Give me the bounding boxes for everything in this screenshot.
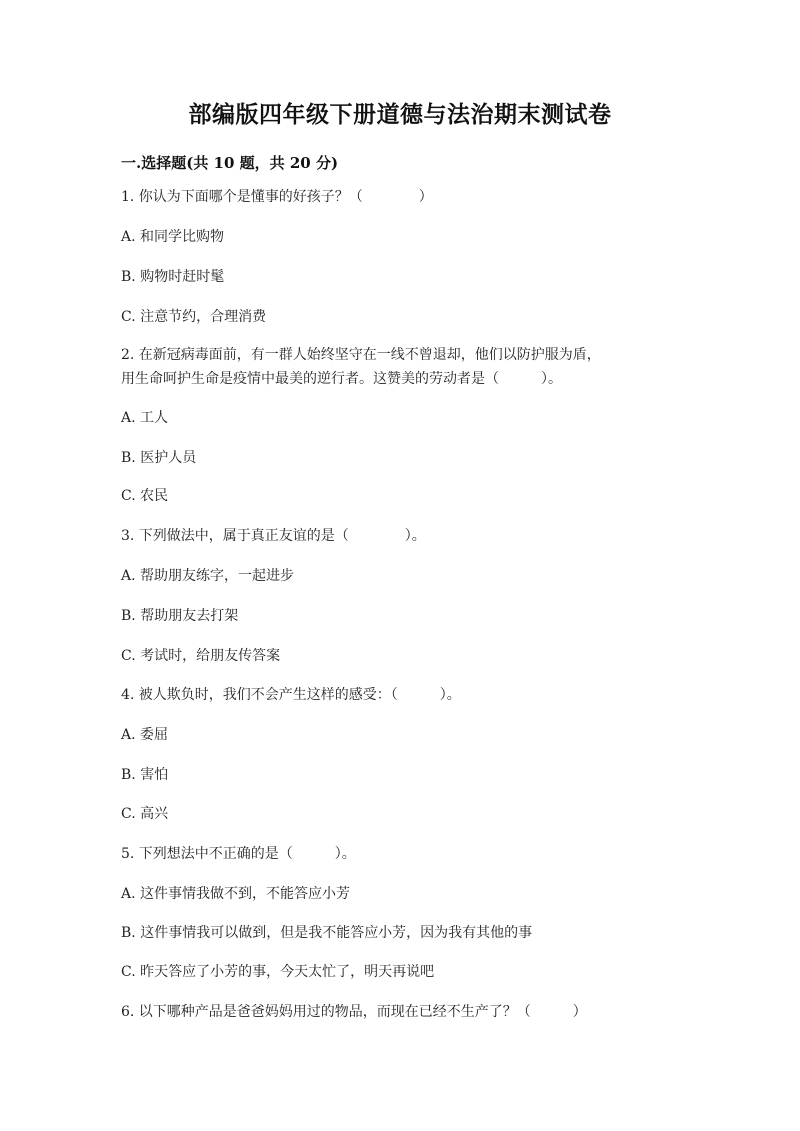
question-1-option-a[interactable]: A. 和同学比购物 — [121, 229, 225, 245]
question-4-option-a[interactable]: A. 委屈 — [121, 727, 169, 743]
question-2-option-c[interactable]: C. 农民 — [121, 488, 169, 504]
question-5-stem: 5. 下列想法中不正确的是（ ）。 — [121, 846, 356, 862]
question-3-option-c[interactable]: C. 考试时，给朋友传答案 — [121, 648, 281, 664]
question-4-stem: 4. 被人欺负时，我们不会产生这样的感受：（ ）。 — [121, 687, 461, 703]
question-2-stem-line-1: 2. 在新冠病毒面前，有一群人始终坚守在一线不曾退却，他们以防护服为盾， — [121, 347, 601, 363]
question-5-option-a[interactable]: A. 这件事情我做不到，不能答应小芳 — [121, 886, 351, 902]
question-1-option-b[interactable]: B. 购物时赶时髦 — [121, 269, 225, 285]
question-4-option-c[interactable]: C. 高兴 — [121, 806, 169, 822]
question-3-option-b[interactable]: B. 帮助朋友去打架 — [121, 608, 239, 624]
question-2-option-b[interactable]: B. 医护人员 — [121, 450, 197, 466]
question-6-stem: 6. 以下哪种产品是爸爸妈妈用过的物品，而现在已经不生产了？（ ） — [121, 1004, 587, 1020]
question-4-option-b[interactable]: B. 害怕 — [121, 767, 169, 783]
question-1-option-c[interactable]: C. 注意节约，合理消费 — [121, 309, 267, 325]
question-2-option-a[interactable]: A. 工人 — [121, 410, 169, 426]
question-1-stem: 1. 你认为下面哪个是懂事的好孩子？（ ） — [121, 189, 433, 205]
question-3-option-a[interactable]: A. 帮助朋友练字，一起进步 — [121, 568, 295, 584]
question-2-stem-line-2: 用生命呵护生命是疫情中最美的逆行者。这赞美的劳动者是（ ）。 — [121, 371, 562, 387]
question-3-stem: 3. 下列做法中，属于真正友谊的是（ ）。 — [121, 528, 426, 544]
section-heading: 一.选择题(共 10 题，共 20 分) — [121, 154, 339, 172]
page-title: 部编版四年级下册道德与法治期末测试卷 — [188, 101, 612, 128]
question-5-option-c[interactable]: C. 昨天答应了小芳的事，今天太忙了，明天再说吧 — [121, 964, 435, 980]
question-5-option-b[interactable]: B. 这件事情我可以做到，但是我不能答应小芳，因为我有其他的事 — [121, 925, 533, 941]
